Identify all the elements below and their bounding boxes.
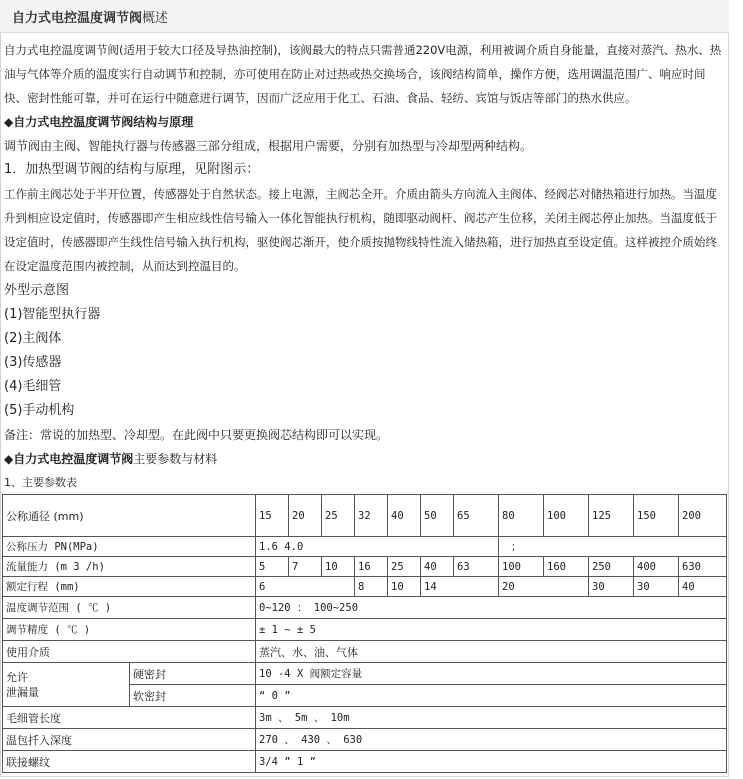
part-item: (5)手动机构 [4,403,75,418]
table-cell: 30 [589,577,634,597]
table-cell: 3m 、 5m 、 10m [256,707,727,729]
table-cell: 1.6 4.0 [256,537,499,557]
table-cell: 20 [289,495,322,537]
section-heading-params: ◆自力式电控温度调节阀主要参数与材料 [4,452,218,466]
table-row [3,707,727,729]
table-row [3,537,727,557]
table-cell: 10 -4 X 阀额定容量 [256,663,727,685]
table-row [3,751,727,773]
table-cell: 63 [454,557,499,577]
table-cell: 8 [355,577,388,597]
table-cell: 630 [679,557,727,577]
table-cell: 100 [499,557,544,577]
table-cell: 14 [421,577,499,597]
row-label: 额定行程 (mm) [3,577,256,597]
row-label: 毛细管长度 [3,707,256,729]
table-cell: 250 [589,557,634,577]
part-item: (2)主阀体 [4,331,62,346]
table-cell: 5 [256,557,289,577]
row-label: 联接螺纹 [3,751,256,773]
table-cell: 125 [589,495,634,537]
table-row [3,641,727,663]
table-row [3,577,727,597]
part-item: (1)智能型执行器 [4,307,101,322]
table-cell: 16 [355,557,388,577]
figure-label: 外型示意图 [4,283,70,298]
table-cell: 65 [454,495,499,537]
row-label: 允许 泄漏量 [3,663,130,707]
table-row [3,619,727,641]
table-cell: 50 [421,495,454,537]
row-label: 使用介质 [3,641,256,663]
parameter-table [2,494,727,773]
table-cell: 蒸汽、水、油、气体 [256,641,727,663]
table-row [3,597,727,619]
table-cell: 150 [634,495,679,537]
table-row [3,557,727,577]
table-cell: 160 [544,557,589,577]
table-cell: 15 [256,495,289,537]
note-text: 备注：常说的加热型、冷却型。在此阀中只要更换阀芯结构即可以实现。 [4,428,389,442]
table-cell: 7 [289,557,322,577]
table-cell: ± 1 ~ ± 5 [256,619,727,641]
part-item: (3)传感器 [4,355,62,370]
section-heading-structure: ◆自力式电控温度调节阀结构与原理 [4,115,194,129]
row-sublabel: 硬密封 [130,663,256,685]
principle-paragraph: 工作前主阀芯处于半开位置，传感器处于自然状态。接上电源，主阀芯全开。介质由箭头方向流入主阀体、经阀芯对储热箱进行加热。当温度升到相应设定值时，传感器即产生相应线性信号输入一体化智能执行机构，随即驱动阀杆、阀芯产生位移，关闭主阀芯停止加热。当温度低于设定值时，传感器即产生线性信号输入执行机构，驱使阀芯渐开，使介质按抛物线特性流入储热箱，进行加热直至设定值。这样被控介质始终在设定温度范围内被控制，从而达到控温目的。 [4,187,717,273]
row-label: 公称压力 PN(MPa) [3,537,256,557]
structure-text: 调节阀由主阀、智能执行器与传感器三部分组成，根据用户需要，分别有加热型与冷却型两种结构。 [4,139,533,153]
table-cell: 100 [544,495,589,537]
table-cell: 30 [634,577,679,597]
table-cell: “ 0 ” [256,685,727,707]
table-cell: 200 [679,495,727,537]
table-cell: 3/4 ” 1 ” [256,751,727,773]
row-label: 公称通径 (mm) [3,495,256,537]
row-label: 温包扦入深度 [3,729,256,751]
row-label: 调节精度 ( ℃ ) [3,619,256,641]
table-cell: 25 [388,557,421,577]
table-cell: 80 [499,495,544,537]
table-cell: ； [499,537,727,557]
table-cell: 400 [634,557,679,577]
title-bar [0,0,729,33]
table-cell: 6 [256,577,355,597]
row-label: 温度调节范围 ( ℃ ) [3,597,256,619]
heating-type-heading: 1．加热型调节阀的结构与原理，见附图示： [4,162,260,177]
table-cell: 10 [388,577,421,597]
page-title: 自力式电控温度调节阀概述 [12,11,169,26]
table-cell: 270 、 430 、 630 [256,729,727,751]
table-cell: 0~120 ： 100~250 [256,597,727,619]
row-label: 流量能力 (m 3 /h) [3,557,256,577]
table-cell: 25 [322,495,355,537]
table-title: 1、主要参数表 [4,476,77,489]
part-item: (4)毛细管 [4,379,62,394]
intro-paragraph: 自力式电控温度调节阀(适用于较大口径及导热油控制)，该阀最大的特点只需普通220V电源，利用被调介质自身能量，直接对蒸汽、热水、热油与气体等介质的温度实行自动调节和控制，亦可使用在防止对过热或热交换场合，该阀结构简单，操作方便，选用调温范围广、响应时间快、密封性能可靠，并可在运行中随意进行调节，因而广泛应用于化工、石油、食品、轻纺、宾馆与饭店等部门的热水供应。 [4,43,722,105]
table-cell: 40 [421,557,454,577]
table-row [3,729,727,751]
table-cell: 20 [499,577,589,597]
table-cell: 32 [355,495,388,537]
table-cell: 10 [322,557,355,577]
table-cell: 40 [388,495,421,537]
table-row [3,663,727,685]
table-row [3,495,727,537]
table-cell: 40 [679,577,727,597]
row-sublabel: 软密封 [130,685,256,707]
